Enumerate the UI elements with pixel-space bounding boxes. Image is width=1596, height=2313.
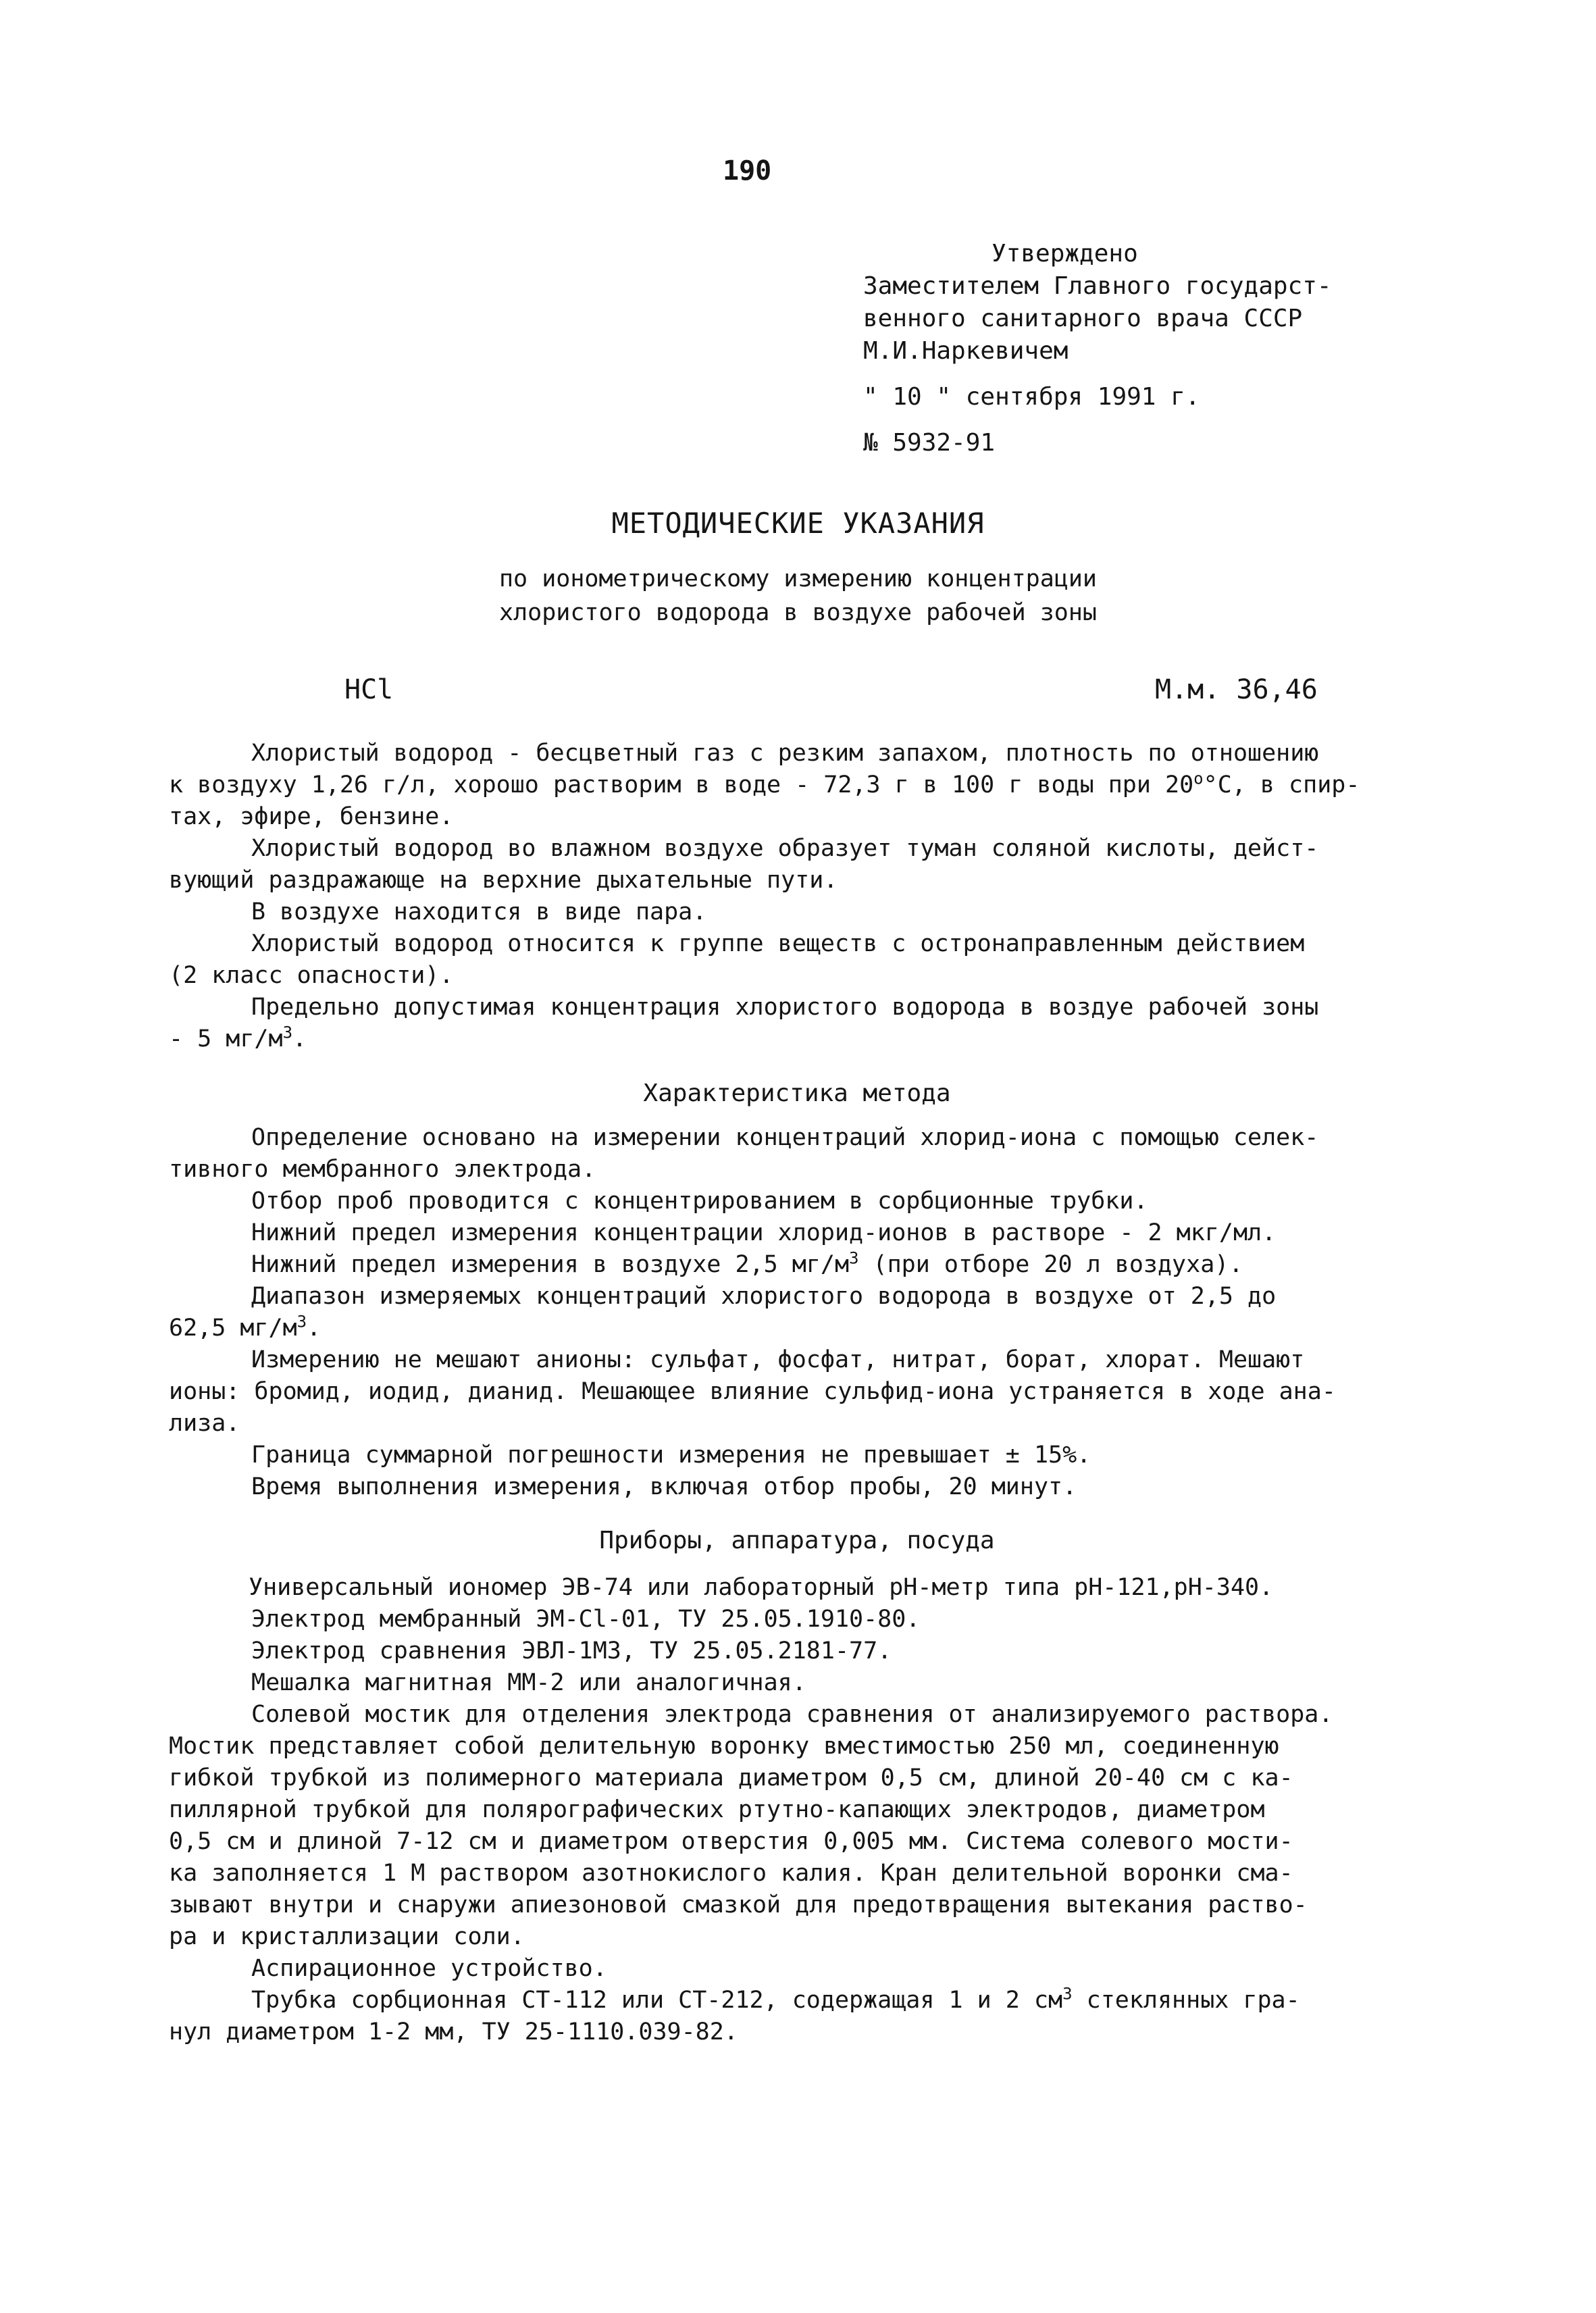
intro-paragraph-5: Предельно допустимая концентрация хлористого водорода в воздуе рабочей зоны - 5 $мг/м^3$. [169, 994, 1319, 1052]
method-section [169, 1079, 1425, 1503]
approval-block [863, 238, 1332, 459]
page-number: 190 [723, 155, 772, 186]
equipment-item: Солевой мостик для отделения электрода сравнения от анализируемого раствора. Мостик представляет собой делительную воронку вместимостью 250 мл, соединенную гибкой трубкой из полимерного материала диаметром 0,5 см, длиной 20-40 см с ка- пиллярной трубкой для полярографических ртутно-капающих электродов, диаметром 0,5 см и длиной 7-12 см и диаметром отверстия 0,005 мм. Система солевого мости- ка заполняется 1 М раствором азотнокислого калия. Кран делительной воронки сма- зывают внутри и снаружи апиезоновой смазкой для предотвращения вытекания раство- ра и кристаллизации соли. [169, 1701, 1333, 1950]
subtitle-line: хлористого водорода в воздухе рабочей зоны [498, 599, 1097, 626]
method-paragraph: Измерению не мешают анионы: сульфат, фосфат, нитрат, борат, хлорат. Мешают ионы: бромид, иодид, дианид. Мешающее влияние сульфид-иона устраняется в ходе ана- лиза. [169, 1346, 1336, 1437]
method-paragraph: Время выполнения измерения, включая отбор пробы, 20 минут. [251, 1473, 1077, 1500]
equipment-section [169, 1527, 1425, 2048]
document-subtitle [0, 562, 1596, 630]
intro-paragraph-2: Хлористый водород во влажном воздухе образует туман соляной кислоты, дейст- вующий раздражающе на верхние дыхательные пути. [169, 835, 1319, 894]
approval-title: Утверждено [992, 240, 1138, 268]
method-paragraph: Диапазон измеряемых концентраций хлористого водорода в воздухе от 2,5 до 62,5 $мг/м^3$. [169, 1283, 1277, 1342]
approval-line: венного санитарного врача СССР [863, 305, 1303, 332]
method-heading: Характеристика метода [643, 1079, 951, 1107]
chemical-formula: HCl [344, 674, 394, 705]
equipment-item: Электрод сравнения ЭВЛ-1МЗ, ТУ 25.05.2181-77. [251, 1637, 892, 1664]
equipment-item: Аспирационное устройство. [251, 1955, 607, 1982]
intro-paragraph-3: В воздухе находится в виде пара. [251, 898, 707, 925]
equipment-item: Универсальный иономер ЭВ-74 или лабораторный рН-метр типа рН-121,рН-340. [249, 1574, 1274, 1601]
equipment-item: Электрод мембранный ЭМ-Сl-01, ТУ 25.05.1910-80. [251, 1606, 921, 1633]
intro-paragraph-1: Хлористый водород - бесцветный газ с резким запахом, плотность по отношению к воздуху 1,26 г/л, хорошо растворим в воде - 72,3 г в 100 г воды при $20^о^\circ С$, в спир- тах, эфире, бензине. [169, 740, 1360, 830]
intro-section [169, 738, 1425, 1055]
intro-paragraph-4: Хлористый водород относится к группе веществ с остронаправленным действием (2 класс опасности). [169, 930, 1305, 989]
subtitle-line: по ионометрическому измерению концентрации [498, 565, 1097, 592]
approval-line: Заместителем Главного государст- [863, 272, 1332, 300]
method-paragraph: Определение основано на измерении концентраций хлорид-иона с помощью селек- тивного мембранного электрода. [169, 1124, 1319, 1183]
molar-mass: М.м. 36,46 [1155, 674, 1318, 705]
method-paragraph: Нижний предел измерения концентрации хлорид-ионов в растворе - 2 мкг/мл. [251, 1219, 1277, 1246]
approval-line: М.И.Наркевичем [863, 337, 1069, 365]
method-paragraph: Отбор проб проводится с концентрированием в сорбционные трубки. [251, 1188, 1148, 1215]
approval-date: " 10 " сентября 1991 г. [863, 383, 1200, 411]
document-title: МЕТОДИЧЕСКИЕ УКАЗАНИЯ [611, 507, 985, 540]
approval-number: № 5932-91 [863, 429, 996, 457]
method-paragraph: Нижний предел измерения в воздухе 2,5 $мг/м^3$ (при отборе 20 л воздуха). [251, 1248, 1243, 1278]
equipment-heading: Приборы, аппаратура, посуда [599, 1527, 995, 1554]
equipment-item: Трубка сорбционная СТ-112 или СТ-212, содержащая 1 и 2 $см^3$ стеклянных гра- нул диаметром 1-2 мм, ТУ 25-1110.039-82. [169, 1984, 1300, 2045]
equipment-item: Мешалка магнитная ММ-2 или аналогичная. [251, 1669, 806, 1696]
method-paragraph: Граница суммарной погрешности измерения не превышает ± 15%. [251, 1442, 1091, 1469]
